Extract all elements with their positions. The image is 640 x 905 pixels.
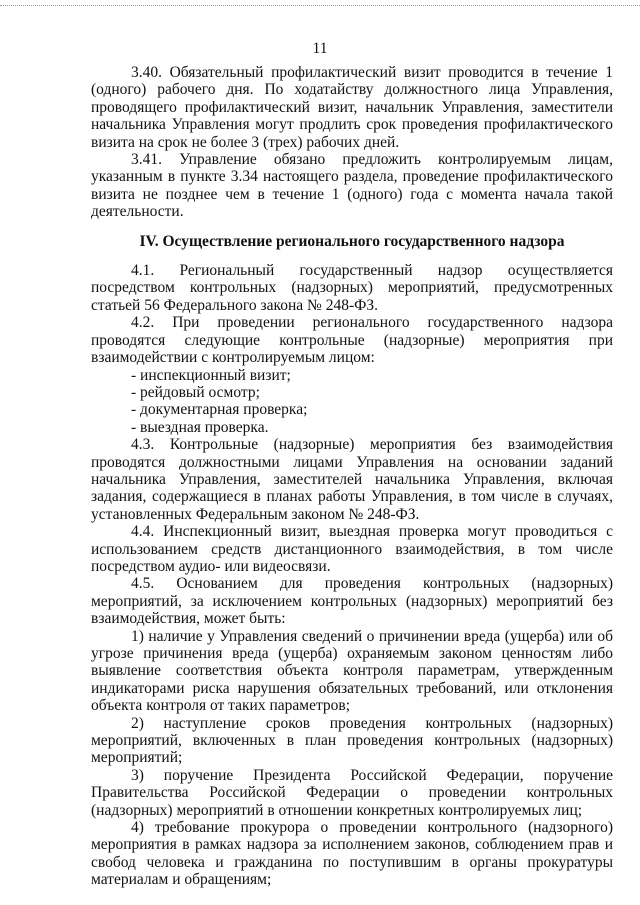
paragraph-3-40: 3.40. Обязательный профилактический визит проводится в течение 1 (одного) рабочего дня. По ходатайству должностного лица Управления, проводящего профилактический визит, начальник Управления, заместители начальника Управления могут продлить срок проведения профилактического визита на срок не более 3 (трех) рабочих дней. [91, 64, 613, 151]
list-item: - рейдовый осмотр; [131, 383, 260, 401]
page-number: 11 [312, 40, 328, 57]
page-top-edge [0, 0, 640, 6]
list-item: - документарная проверка; [131, 401, 308, 419]
paragraph-4-5: 4.5. Основанием для проведения контрольных (надзорных) мероприятий, за исключением контрольных (надзорных) мероприятий без взаимодействия, может быть: [91, 575, 613, 628]
paragraph-4-2: 4.2. При проведении регионального государственного надзора проводятся следующие контрольные (надзорные) мероприятия при взаимодействии с контролируемым лицом: [91, 314, 613, 367]
section-heading: IV. Осуществление регионального государственного надзора [139, 232, 565, 250]
paragraph-4-1: 4.1. Региональный государственный надзор осуществляется посредством контрольных (надзорных) мероприятий, предусмотренных статьей 56 Федерального закона № 248-ФЗ. [91, 262, 613, 314]
list-item: - выездная проверка. [131, 418, 269, 436]
paragraph-4-4: 4.4. Инспекционный визит, выездная проверка могут проводиться с использованием средств дистанционного взаимодействия, в том числе посредством аудио- или видеосвязи. [91, 523, 613, 575]
document-body [91, 64, 613, 889]
ground-item-3: 3) поручение Президента Российской Федерации, поручение Правительства Российской Федерации о проведении контрольных (надзорных) мероприятий в отношении конкретных контролируемых лиц; [91, 766, 613, 819]
ground-item-2: 2) наступление сроков проведения контрольных (надзорных) мероприятий, включенных в план проведения контрольных (надзорных) мероприятий; [91, 714, 613, 767]
list-item: - инспекционный визит; [131, 366, 291, 384]
paragraph-4-3: 4.3. Контрольные (надзорные) мероприятия без взаимодействия проводятся должностными лицами Управления на основании заданий начальника Управления, заместителей начальника Управления, включая задания, содержащиеся в планах работы Управления, в том числе в случаях, установленных Федеральным законом № 248-ФЗ. [91, 436, 613, 523]
paragraph-3-41: 3.41. Управление обязано предложить контролируемым лицам, указанным в пункте 3.34 настоящего раздела, проведение профилактического визита не позднее чем в течение 1 (одного) года с момента начала такой деятельности. [91, 151, 613, 221]
ground-item-1: 1) наличие у Управления сведений о причинении вреда (ущерба) или об угрозе причинения вреда (ущерба) охраняемым законом ценностям либо выявление соответствия объекта контроля параметрам, утвержденным индикаторами риска нарушения обязательных требований, или отклонения объекта контроля от таких параметров; [91, 627, 613, 715]
ground-item-4: 4) требование прокурора о проведении контрольного (надзорного) мероприятия в рамках надзора за исполнением законов, соблюдением прав и свобод человека и гражданина по поступившим в органы прокуратуры материалам и обращениям; [91, 819, 613, 889]
